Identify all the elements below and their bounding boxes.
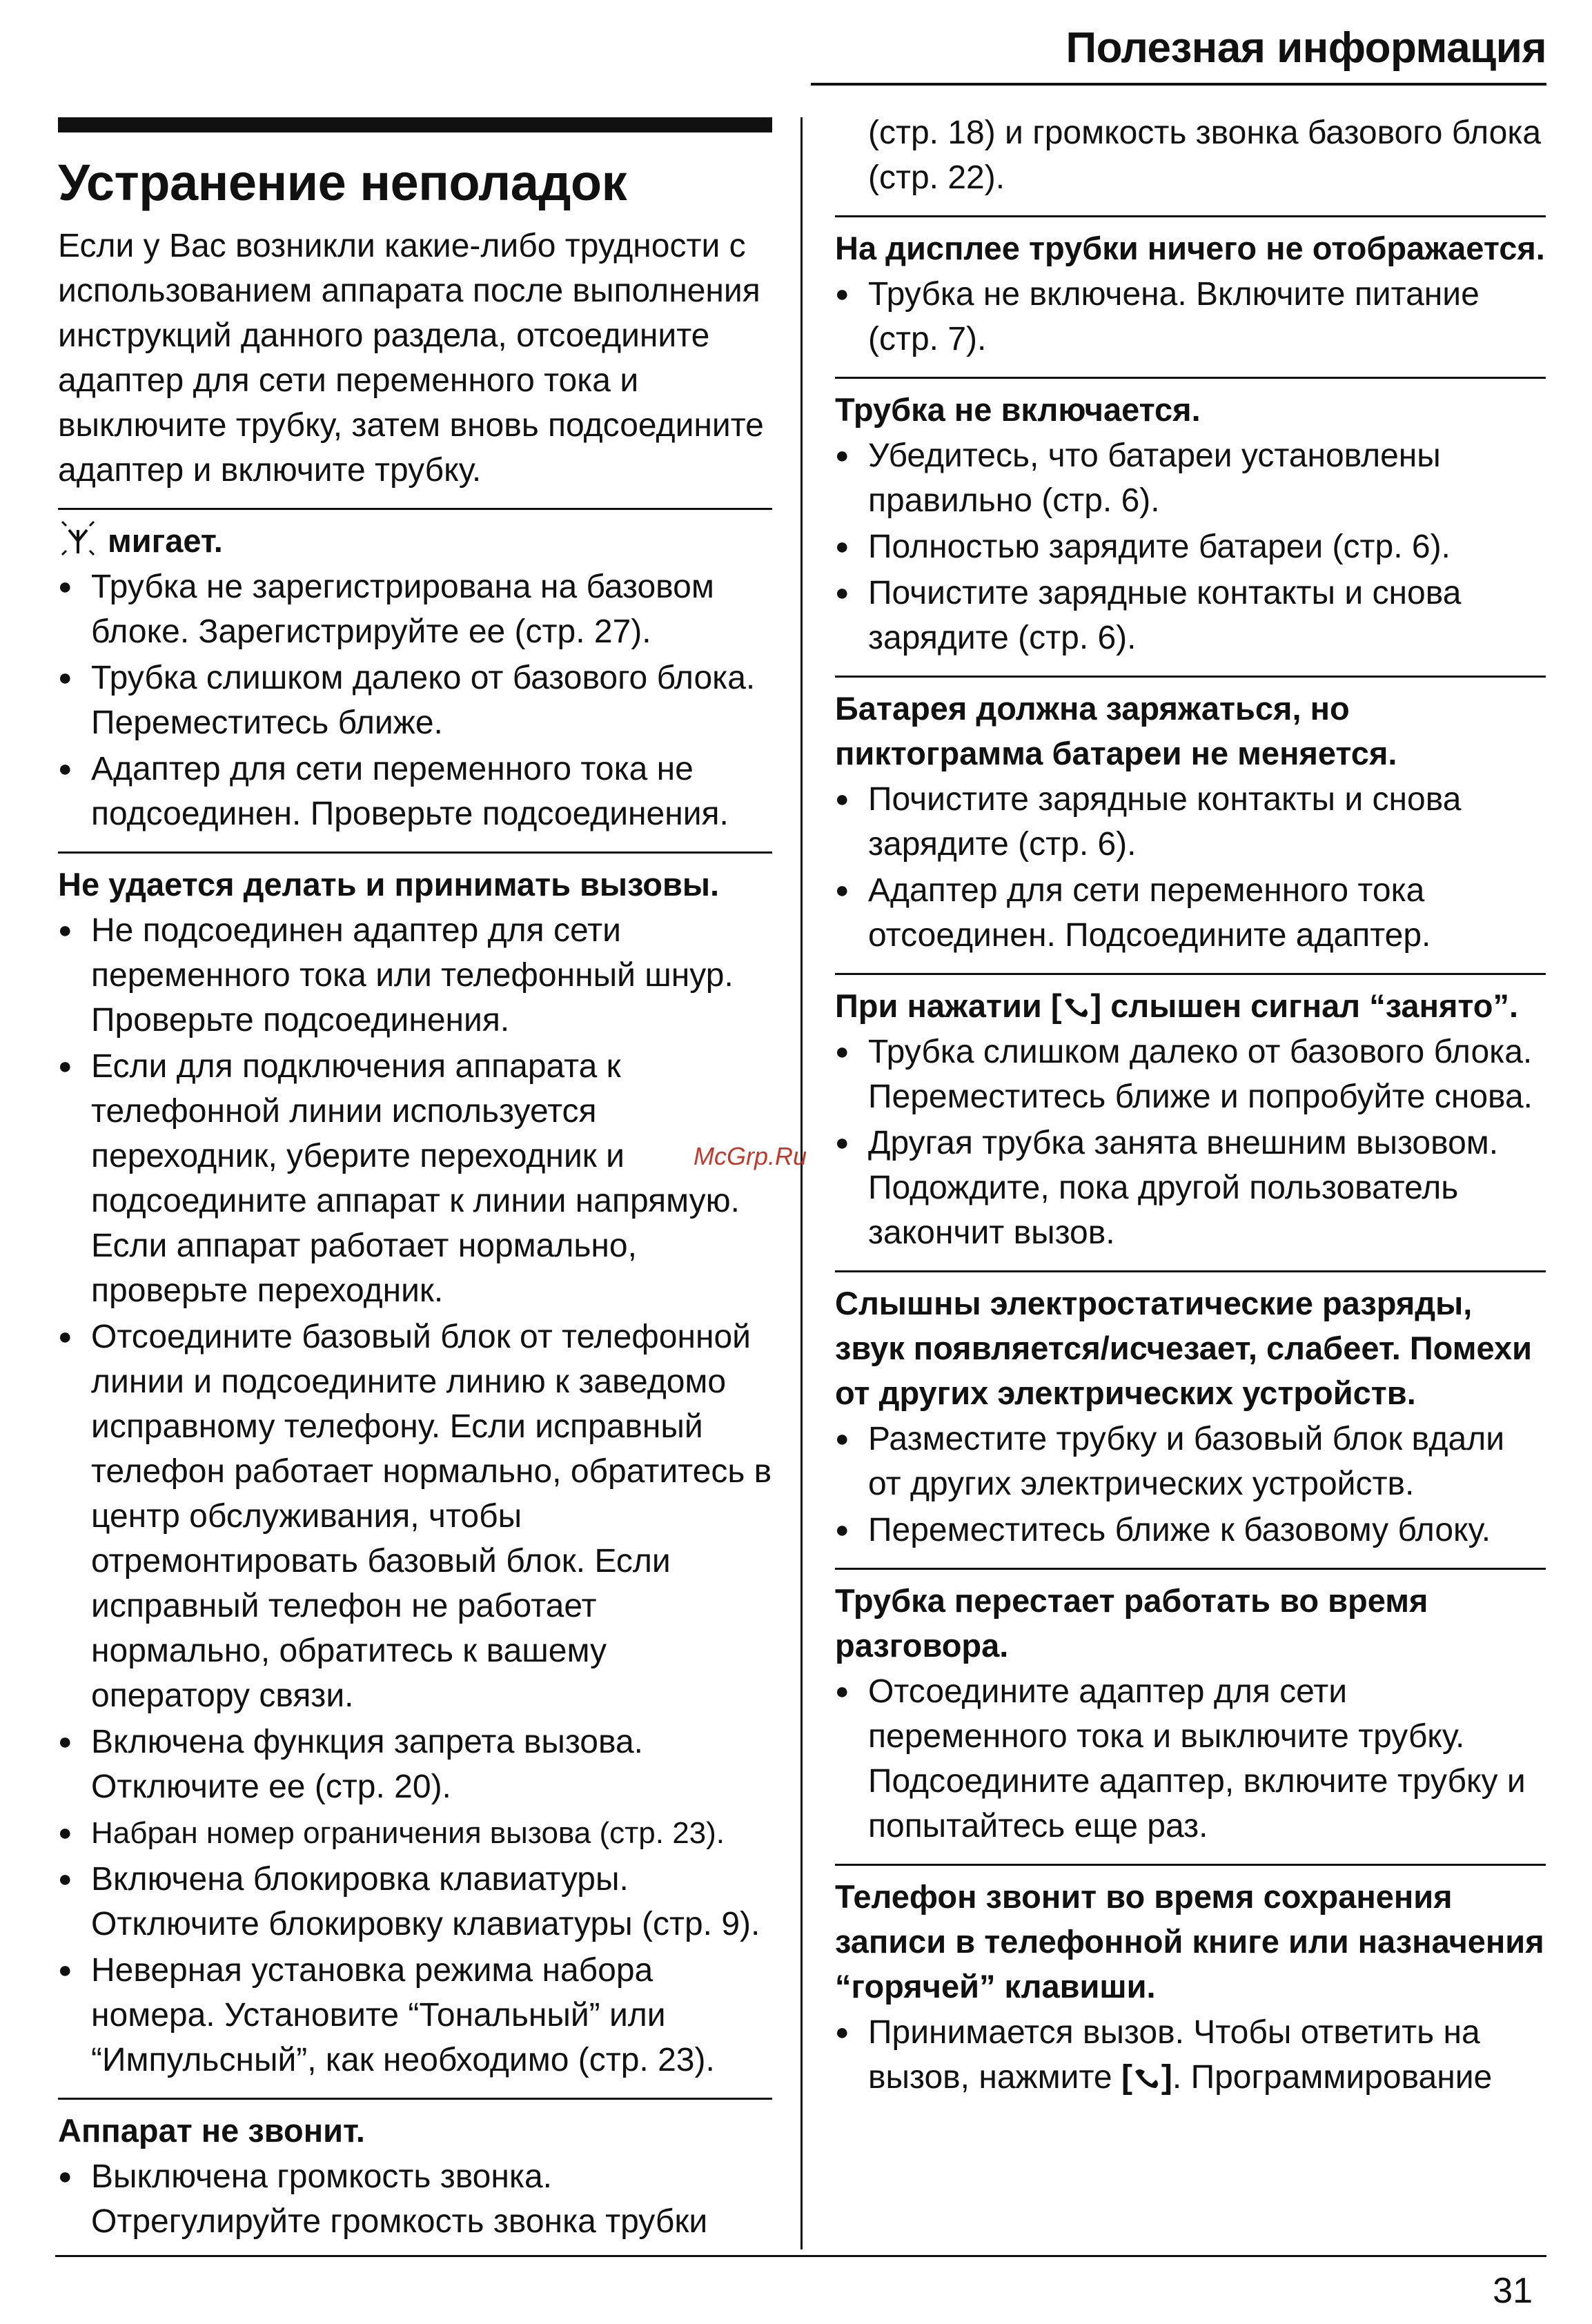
- list-item: ● Трубка слишком далеко от базового блока. Переместитесь ближе.: [58, 656, 772, 745]
- talk-key: [ ]: [1050, 987, 1102, 1024]
- section-heading: [58, 518, 772, 563]
- footer-rule: [55, 2255, 1546, 2257]
- list-item: [835, 2010, 1546, 2100]
- section-display-blank: [835, 215, 1546, 362]
- section-title: Устранение неполадок: [58, 154, 627, 211]
- list-item: ● Почистите зарядные контакты и снова зарядите (стр. 6).: [835, 571, 1546, 660]
- list-item: ● Убедитесь, что батареи установлены правильно (стр. 6).: [835, 433, 1546, 523]
- watermark: McGrp.Ru: [694, 1142, 807, 1170]
- section-cannot-call: [58, 851, 772, 2082]
- page-header-title: Полезная информация: [1065, 24, 1546, 72]
- talk-key: [ ]: [1121, 2059, 1172, 2096]
- list-item: ● Если для подключения аппарата к телефонной линии используется переходник, уберите переходник и подсоедините аппарат к линии напрямую. Если аппарат работает нормально, проверьте переходник.: [58, 1044, 772, 1313]
- section-heading: Телефон звонит во время сохранения записи в телефонной книге или назначения “горячей” клавиши.: [835, 1878, 1544, 2005]
- section-heading: Трубка не включается.: [835, 391, 1201, 428]
- list-item: ● Отсоедините базовый блок от телефонной линии и подсоедините линию к заведомо исправному телефону. Если исправный телефон работает нормально, обратитесь в центр обслуживания, чтобы отремонтировать базовый блок. Если исправный телефон не работает нормально, обратитесь к вашему оператору связи.: [58, 1314, 772, 1718]
- section-heading: Не удается делать и принимать вызовы.: [58, 866, 720, 903]
- list-item: ● Трубка слишком далеко от базового блока. Переместитесь ближе и попробуйте снова.: [835, 1030, 1546, 1119]
- right-column: [835, 110, 1546, 2101]
- section-heading-text: мигает.: [108, 522, 223, 559]
- list-item: ● Неверная установка режима набора номера. Установите “Тональный” или “Импульсный”, как необходимо (стр. 23).: [58, 1948, 772, 2082]
- talk-phone-icon: [1062, 994, 1091, 1020]
- intro-paragraph: Если у Вас возникли какие-либо трудности с использованием аппарата после выполнения инструкций данного раздела, отсоедините адаптер для сети переменного тока и выключите трубку, затем вновь подсоедините адаптер и включите трубку.: [58, 228, 764, 489]
- list-item: ● Набран номер ограничения вызова (стр. 23).: [58, 1811, 772, 1855]
- column-divider: [800, 117, 803, 2249]
- talk-phone-icon: [1132, 2065, 1161, 2091]
- section-busy-tone: [835, 973, 1546, 1255]
- list-item: ● Трубка не зарегистрирована на базовом блоке. Зарегистрируйте ее (стр. 27).: [58, 564, 772, 654]
- list-item: ● Почистите зарядные контакты и снова зарядите (стр. 6).: [835, 777, 1546, 867]
- list-item: ● Другая трубка занята внешним вызовом. Подождите, пока другой пользователь закончит вызов.: [835, 1121, 1546, 1255]
- list-item: ● Включена функция запрета вызова. Отключите ее (стр. 20).: [58, 1720, 772, 1809]
- list-item: ● Отсоедините адаптер для сети переменного тока и выключите трубку. Подсоедините адаптер, включите трубку и попытайтесь еще раз.: [835, 1669, 1546, 1849]
- title-bar: [58, 117, 772, 132]
- list-item: ● Адаптер для сети переменного тока не подсоединен. Проверьте подсоединения.: [58, 747, 772, 836]
- section-heading: Слышны электростатические разряды, звук появляется/исчезает, слабеет. Помехи от других электрических устройств.: [835, 1285, 1533, 1411]
- section-heading: Трубка перестает работать во время разговора.: [835, 1582, 1428, 1664]
- section-heading: [835, 983, 1546, 1028]
- list-item: ● Трубка не включена. Включите питание (стр. 7).: [835, 272, 1546, 362]
- section-antenna-blinking: [58, 508, 772, 836]
- section-static-noise: [835, 1270, 1546, 1553]
- antenna-icon: [58, 520, 98, 556]
- continued-text: (стр. 18) и громкость звонка базового блока (стр. 22).: [868, 115, 1542, 196]
- page-number: 31: [1493, 2271, 1533, 2311]
- list-item: ● Разместите трубку и базовый блок вдали от других электрических устройств.: [835, 1417, 1546, 1506]
- header-rule: [811, 83, 1546, 86]
- section-heading: Батарея должна заряжаться, но пиктограмма батареи не меняется.: [835, 690, 1397, 771]
- section-stops-working: [835, 1568, 1546, 1849]
- section-heading: Аппарат не звонит.: [58, 2112, 365, 2149]
- section-heading: На дисплее трубки ничего не отображается.: [835, 230, 1545, 266]
- section-no-ring: [58, 2098, 772, 2244]
- section-rings-while-saving: [835, 1864, 1546, 2100]
- list-item-post: . Программирование: [1172, 2059, 1493, 2096]
- left-column: [58, 110, 772, 2245]
- list-item: ● Полностью зарядите батареи (стр. 6).: [835, 524, 1546, 569]
- list-item: ● Адаптер для сети переменного тока отсоединен. Подсоедините адаптер.: [835, 868, 1546, 958]
- section-no-power: [835, 377, 1546, 660]
- list-item: ● Не подсоединен адаптер для сети переменного тока или телефонный шнур. Проверьте подсоединения.: [58, 908, 772, 1043]
- list-item: ● Включена блокировка клавиатуры. Отключите блокировку клавиатуры (стр. 9).: [58, 1857, 772, 1947]
- list-item: ● Переместитесь ближе к базовому блоку.: [835, 1508, 1546, 1553]
- list-item: ● Выключена громкость звонка. Отрегулируйте громкость звонка трубки: [58, 2154, 772, 2244]
- section-heading-pre: При нажатии: [835, 987, 1051, 1024]
- section-battery-icon: [835, 676, 1546, 958]
- list-item-pre: Принимается вызов. Чтобы ответить на вызов, нажмите: [868, 2014, 1480, 2096]
- section-heading-post: слышен сигнал “занято”.: [1101, 987, 1519, 1024]
